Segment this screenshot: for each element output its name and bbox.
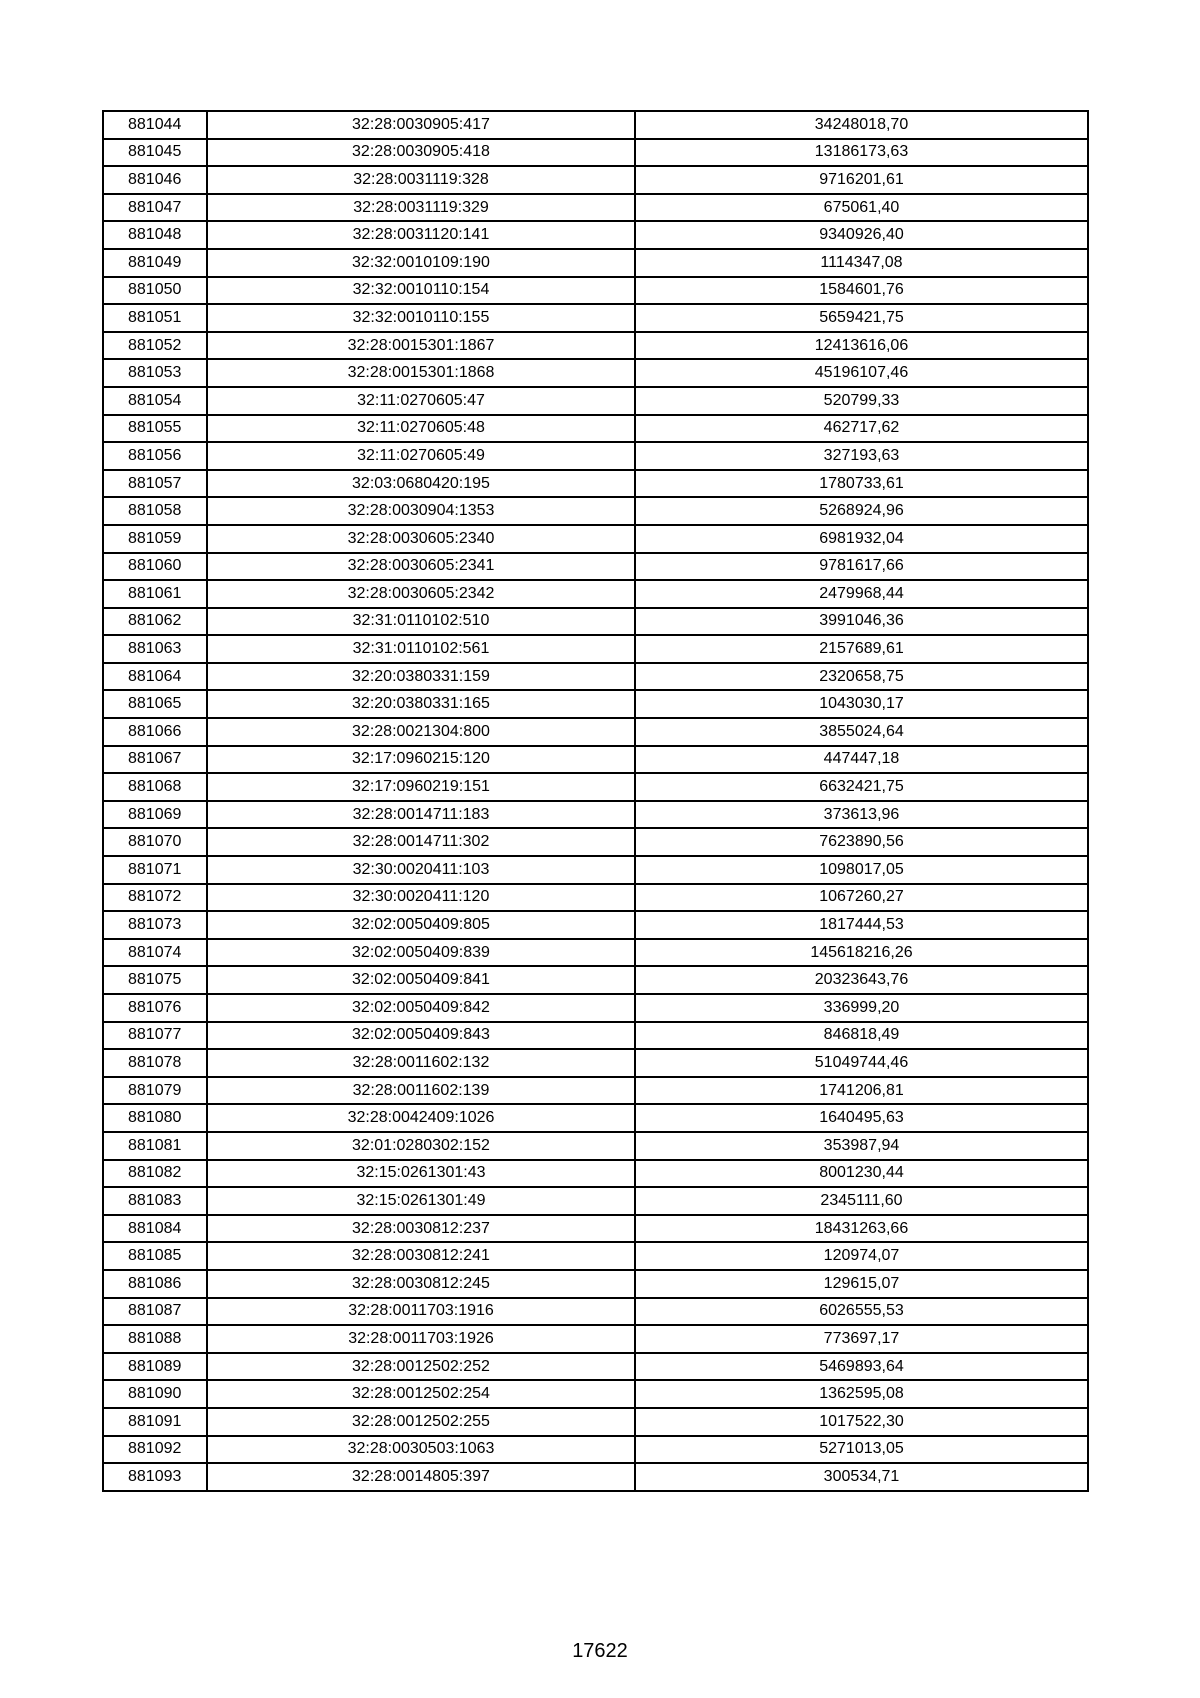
table-row xyxy=(103,608,1088,636)
table-row xyxy=(103,801,1088,829)
cadastral-value-cell: 2479968,44 xyxy=(635,580,1088,608)
cadastral-number-cell: 32:15:0261301:49 xyxy=(207,1187,635,1215)
table-row xyxy=(103,359,1088,387)
row-number-cell: 881077 xyxy=(103,1022,207,1050)
cadastral-value-cell: 9340926,40 xyxy=(635,221,1088,249)
cadastral-number-cell: 32:17:0960219:151 xyxy=(207,773,635,801)
row-number-cell: 881065 xyxy=(103,690,207,718)
cadastral-number-cell: 32:28:0011602:132 xyxy=(207,1049,635,1077)
table-row xyxy=(103,828,1088,856)
row-number-cell: 881055 xyxy=(103,415,207,443)
table-row xyxy=(103,1104,1088,1132)
table-row xyxy=(103,939,1088,967)
table-row xyxy=(103,387,1088,415)
table-row xyxy=(103,911,1088,939)
row-number-cell: 881081 xyxy=(103,1132,207,1160)
table-row xyxy=(103,1298,1088,1326)
cadastral-number-cell: 32:30:0020411:120 xyxy=(207,884,635,912)
row-number-cell: 881090 xyxy=(103,1380,207,1408)
cadastral-value-cell: 373613,96 xyxy=(635,801,1088,829)
cadastral-number-cell: 32:11:0270605:47 xyxy=(207,387,635,415)
table-row xyxy=(103,1132,1088,1160)
row-number-cell: 881063 xyxy=(103,635,207,663)
cadastral-value-cell: 51049744,46 xyxy=(635,1049,1088,1077)
cadastral-number-cell: 32:28:0030812:245 xyxy=(207,1270,635,1298)
cadastral-number-cell: 32:28:0015301:1868 xyxy=(207,359,635,387)
cadastral-value-table xyxy=(102,110,1089,1492)
cadastral-number-cell: 32:28:0014711:183 xyxy=(207,801,635,829)
cadastral-number-cell: 32:28:0030605:2341 xyxy=(207,553,635,581)
cadastral-number-cell: 32:31:0110102:561 xyxy=(207,635,635,663)
row-number-cell: 881049 xyxy=(103,249,207,277)
cadastral-number-cell: 32:20:0380331:165 xyxy=(207,690,635,718)
table-row xyxy=(103,663,1088,691)
row-number-cell: 881057 xyxy=(103,470,207,498)
cadastral-value-cell: 2345111,60 xyxy=(635,1187,1088,1215)
cadastral-value-cell: 1584601,76 xyxy=(635,277,1088,305)
table-row xyxy=(103,635,1088,663)
table-row xyxy=(103,470,1088,498)
table-row xyxy=(103,994,1088,1022)
row-number-cell: 881074 xyxy=(103,939,207,967)
row-number-cell: 881078 xyxy=(103,1049,207,1077)
cadastral-number-cell: 32:28:0031119:329 xyxy=(207,194,635,222)
cadastral-value-cell: 1114347,08 xyxy=(635,249,1088,277)
row-number-cell: 881064 xyxy=(103,663,207,691)
row-number-cell: 881085 xyxy=(103,1242,207,1270)
row-number-cell: 881047 xyxy=(103,194,207,222)
cadastral-value-cell: 34248018,70 xyxy=(635,111,1088,139)
row-number-cell: 881050 xyxy=(103,277,207,305)
cadastral-value-cell: 1098017,05 xyxy=(635,856,1088,884)
cadastral-value-cell: 1043030,17 xyxy=(635,690,1088,718)
cadastral-number-cell: 32:11:0270605:49 xyxy=(207,442,635,470)
cadastral-value-cell: 520799,33 xyxy=(635,387,1088,415)
row-number-cell: 881067 xyxy=(103,746,207,774)
cadastral-value-cell: 7623890,56 xyxy=(635,828,1088,856)
table-row xyxy=(103,856,1088,884)
cadastral-number-cell: 32:28:0030904:1353 xyxy=(207,497,635,525)
row-number-cell: 881091 xyxy=(103,1408,207,1436)
cadastral-number-cell: 32:03:0680420:195 xyxy=(207,470,635,498)
table-row xyxy=(103,1436,1088,1464)
cadastral-number-cell: 32:28:0015301:1867 xyxy=(207,332,635,360)
cadastral-value-cell: 12413616,06 xyxy=(635,332,1088,360)
cadastral-number-cell: 32:28:0011703:1916 xyxy=(207,1298,635,1326)
cadastral-number-cell: 32:02:0050409:843 xyxy=(207,1022,635,1050)
row-number-cell: 881070 xyxy=(103,828,207,856)
cadastral-number-cell: 32:28:0012502:255 xyxy=(207,1408,635,1436)
cadastral-number-cell: 32:28:0011703:1926 xyxy=(207,1325,635,1353)
cadastral-number-cell: 32:15:0261301:43 xyxy=(207,1160,635,1188)
cadastral-value-cell: 353987,94 xyxy=(635,1132,1088,1160)
cadastral-value-cell: 300534,71 xyxy=(635,1463,1088,1491)
cadastral-number-cell: 32:28:0014805:397 xyxy=(207,1463,635,1491)
cadastral-number-cell: 32:28:0031119:328 xyxy=(207,166,635,194)
table-row xyxy=(103,1408,1088,1436)
cadastral-number-cell: 32:28:0021304:800 xyxy=(207,718,635,746)
row-number-cell: 881073 xyxy=(103,911,207,939)
table-row xyxy=(103,1215,1088,1243)
table-row xyxy=(103,1049,1088,1077)
table-row xyxy=(103,580,1088,608)
row-number-cell: 881046 xyxy=(103,166,207,194)
row-number-cell: 881092 xyxy=(103,1436,207,1464)
row-number-cell: 881080 xyxy=(103,1104,207,1132)
cadastral-number-cell: 32:28:0030503:1063 xyxy=(207,1436,635,1464)
row-number-cell: 881086 xyxy=(103,1270,207,1298)
row-number-cell: 881048 xyxy=(103,221,207,249)
cadastral-value-cell: 6632421,75 xyxy=(635,773,1088,801)
table-row xyxy=(103,415,1088,443)
row-number-cell: 881089 xyxy=(103,1353,207,1381)
row-number-cell: 881071 xyxy=(103,856,207,884)
cadastral-value-cell: 2157689,61 xyxy=(635,635,1088,663)
table-row xyxy=(103,497,1088,525)
cadastral-number-cell: 32:32:0010110:155 xyxy=(207,304,635,332)
table-row xyxy=(103,773,1088,801)
cadastral-number-cell: 32:28:0014711:302 xyxy=(207,828,635,856)
page-number: 17622 xyxy=(572,1640,628,1662)
cadastral-number-cell: 32:28:0030905:418 xyxy=(207,139,635,167)
table-row xyxy=(103,746,1088,774)
row-number-cell: 881069 xyxy=(103,801,207,829)
row-number-cell: 881066 xyxy=(103,718,207,746)
cadastral-table-container xyxy=(102,110,1087,1492)
table-row xyxy=(103,1270,1088,1298)
cadastral-value-cell: 129615,07 xyxy=(635,1270,1088,1298)
row-number-cell: 881084 xyxy=(103,1215,207,1243)
row-number-cell: 881056 xyxy=(103,442,207,470)
row-number-cell: 881053 xyxy=(103,359,207,387)
cadastral-value-cell: 1817444,53 xyxy=(635,911,1088,939)
cadastral-value-cell: 45196107,46 xyxy=(635,359,1088,387)
row-number-cell: 881072 xyxy=(103,884,207,912)
cadastral-value-cell: 9716201,61 xyxy=(635,166,1088,194)
row-number-cell: 881059 xyxy=(103,525,207,553)
row-number-cell: 881052 xyxy=(103,332,207,360)
cadastral-number-cell: 32:31:0110102:510 xyxy=(207,608,635,636)
table-row xyxy=(103,1242,1088,1270)
cadastral-value-cell: 1780733,61 xyxy=(635,470,1088,498)
table-row xyxy=(103,1187,1088,1215)
cadastral-number-cell: 32:02:0050409:842 xyxy=(207,994,635,1022)
table-row xyxy=(103,1022,1088,1050)
row-number-cell: 881060 xyxy=(103,553,207,581)
row-number-cell: 881083 xyxy=(103,1187,207,1215)
row-number-cell: 881087 xyxy=(103,1298,207,1326)
table-body xyxy=(103,111,1088,1491)
cadastral-number-cell: 32:32:0010109:190 xyxy=(207,249,635,277)
table-row xyxy=(103,221,1088,249)
cadastral-value-cell: 5268924,96 xyxy=(635,497,1088,525)
cadastral-number-cell: 32:28:0030605:2340 xyxy=(207,525,635,553)
cadastral-number-cell: 32:28:0012502:252 xyxy=(207,1353,635,1381)
cadastral-value-cell: 145618216,26 xyxy=(635,939,1088,967)
cadastral-value-cell: 773697,17 xyxy=(635,1325,1088,1353)
cadastral-value-cell: 6981932,04 xyxy=(635,525,1088,553)
table-row xyxy=(103,966,1088,994)
table-row xyxy=(103,553,1088,581)
row-number-cell: 881045 xyxy=(103,139,207,167)
cadastral-value-cell: 336999,20 xyxy=(635,994,1088,1022)
cadastral-value-cell: 1640495,63 xyxy=(635,1104,1088,1132)
row-number-cell: 881076 xyxy=(103,994,207,1022)
table-row xyxy=(103,442,1088,470)
cadastral-value-cell: 13186173,63 xyxy=(635,139,1088,167)
cadastral-value-cell: 447447,18 xyxy=(635,746,1088,774)
cadastral-value-cell: 9781617,66 xyxy=(635,553,1088,581)
table-row xyxy=(103,690,1088,718)
cadastral-value-cell: 18431263,66 xyxy=(635,1215,1088,1243)
row-number-cell: 881061 xyxy=(103,580,207,608)
cadastral-number-cell: 32:30:0020411:103 xyxy=(207,856,635,884)
table-row xyxy=(103,1160,1088,1188)
cadastral-value-cell: 120974,07 xyxy=(635,1242,1088,1270)
cadastral-number-cell: 32:28:0042409:1026 xyxy=(207,1104,635,1132)
table-row xyxy=(103,166,1088,194)
row-number-cell: 881058 xyxy=(103,497,207,525)
table-row xyxy=(103,249,1088,277)
table-row xyxy=(103,1325,1088,1353)
row-number-cell: 881068 xyxy=(103,773,207,801)
table-row xyxy=(103,194,1088,222)
table-row xyxy=(103,1077,1088,1105)
cadastral-value-cell: 6026555,53 xyxy=(635,1298,1088,1326)
row-number-cell: 881082 xyxy=(103,1160,207,1188)
cadastral-value-cell: 3991046,36 xyxy=(635,608,1088,636)
cadastral-number-cell: 32:02:0050409:805 xyxy=(207,911,635,939)
table-row xyxy=(103,884,1088,912)
cadastral-number-cell: 32:28:0030812:237 xyxy=(207,1215,635,1243)
cadastral-value-cell: 675061,40 xyxy=(635,194,1088,222)
row-number-cell: 881054 xyxy=(103,387,207,415)
row-number-cell: 881051 xyxy=(103,304,207,332)
cadastral-value-cell: 1362595,08 xyxy=(635,1380,1088,1408)
cadastral-number-cell: 32:32:0010110:154 xyxy=(207,277,635,305)
cadastral-number-cell: 32:28:0030905:417 xyxy=(207,111,635,139)
cadastral-value-cell: 20323643,76 xyxy=(635,966,1088,994)
table-row xyxy=(103,304,1088,332)
cadastral-number-cell: 32:28:0030812:241 xyxy=(207,1242,635,1270)
cadastral-number-cell: 32:20:0380331:159 xyxy=(207,663,635,691)
cadastral-value-cell: 1741206,81 xyxy=(635,1077,1088,1105)
table-row xyxy=(103,1463,1088,1491)
cadastral-number-cell: 32:28:0030605:2342 xyxy=(207,580,635,608)
table-row xyxy=(103,1353,1088,1381)
cadastral-number-cell: 32:17:0960215:120 xyxy=(207,746,635,774)
cadastral-value-cell: 8001230,44 xyxy=(635,1160,1088,1188)
cadastral-value-cell: 462717,62 xyxy=(635,415,1088,443)
table-row xyxy=(103,525,1088,553)
table-row xyxy=(103,139,1088,167)
cadastral-value-cell: 1017522,30 xyxy=(635,1408,1088,1436)
cadastral-number-cell: 32:02:0050409:839 xyxy=(207,939,635,967)
table-row xyxy=(103,718,1088,746)
cadastral-number-cell: 32:28:0011602:139 xyxy=(207,1077,635,1105)
row-number-cell: 881062 xyxy=(103,608,207,636)
table-row xyxy=(103,111,1088,139)
table-row xyxy=(103,332,1088,360)
cadastral-value-cell: 2320658,75 xyxy=(635,663,1088,691)
cadastral-value-cell: 3855024,64 xyxy=(635,718,1088,746)
cadastral-value-cell: 5659421,75 xyxy=(635,304,1088,332)
row-number-cell: 881093 xyxy=(103,1463,207,1491)
table-row xyxy=(103,277,1088,305)
row-number-cell: 881075 xyxy=(103,966,207,994)
cadastral-number-cell: 32:11:0270605:48 xyxy=(207,415,635,443)
cadastral-number-cell: 32:02:0050409:841 xyxy=(207,966,635,994)
cadastral-value-cell: 5469893,64 xyxy=(635,1353,1088,1381)
row-number-cell: 881044 xyxy=(103,111,207,139)
row-number-cell: 881079 xyxy=(103,1077,207,1105)
cadastral-number-cell: 32:28:0012502:254 xyxy=(207,1380,635,1408)
cadastral-number-cell: 32:01:0280302:152 xyxy=(207,1132,635,1160)
cadastral-value-cell: 327193,63 xyxy=(635,442,1088,470)
table-row xyxy=(103,1380,1088,1408)
cadastral-value-cell: 5271013,05 xyxy=(635,1436,1088,1464)
row-number-cell: 881088 xyxy=(103,1325,207,1353)
cadastral-value-cell: 1067260,27 xyxy=(635,884,1088,912)
cadastral-value-cell: 846818,49 xyxy=(635,1022,1088,1050)
cadastral-number-cell: 32:28:0031120:141 xyxy=(207,221,635,249)
